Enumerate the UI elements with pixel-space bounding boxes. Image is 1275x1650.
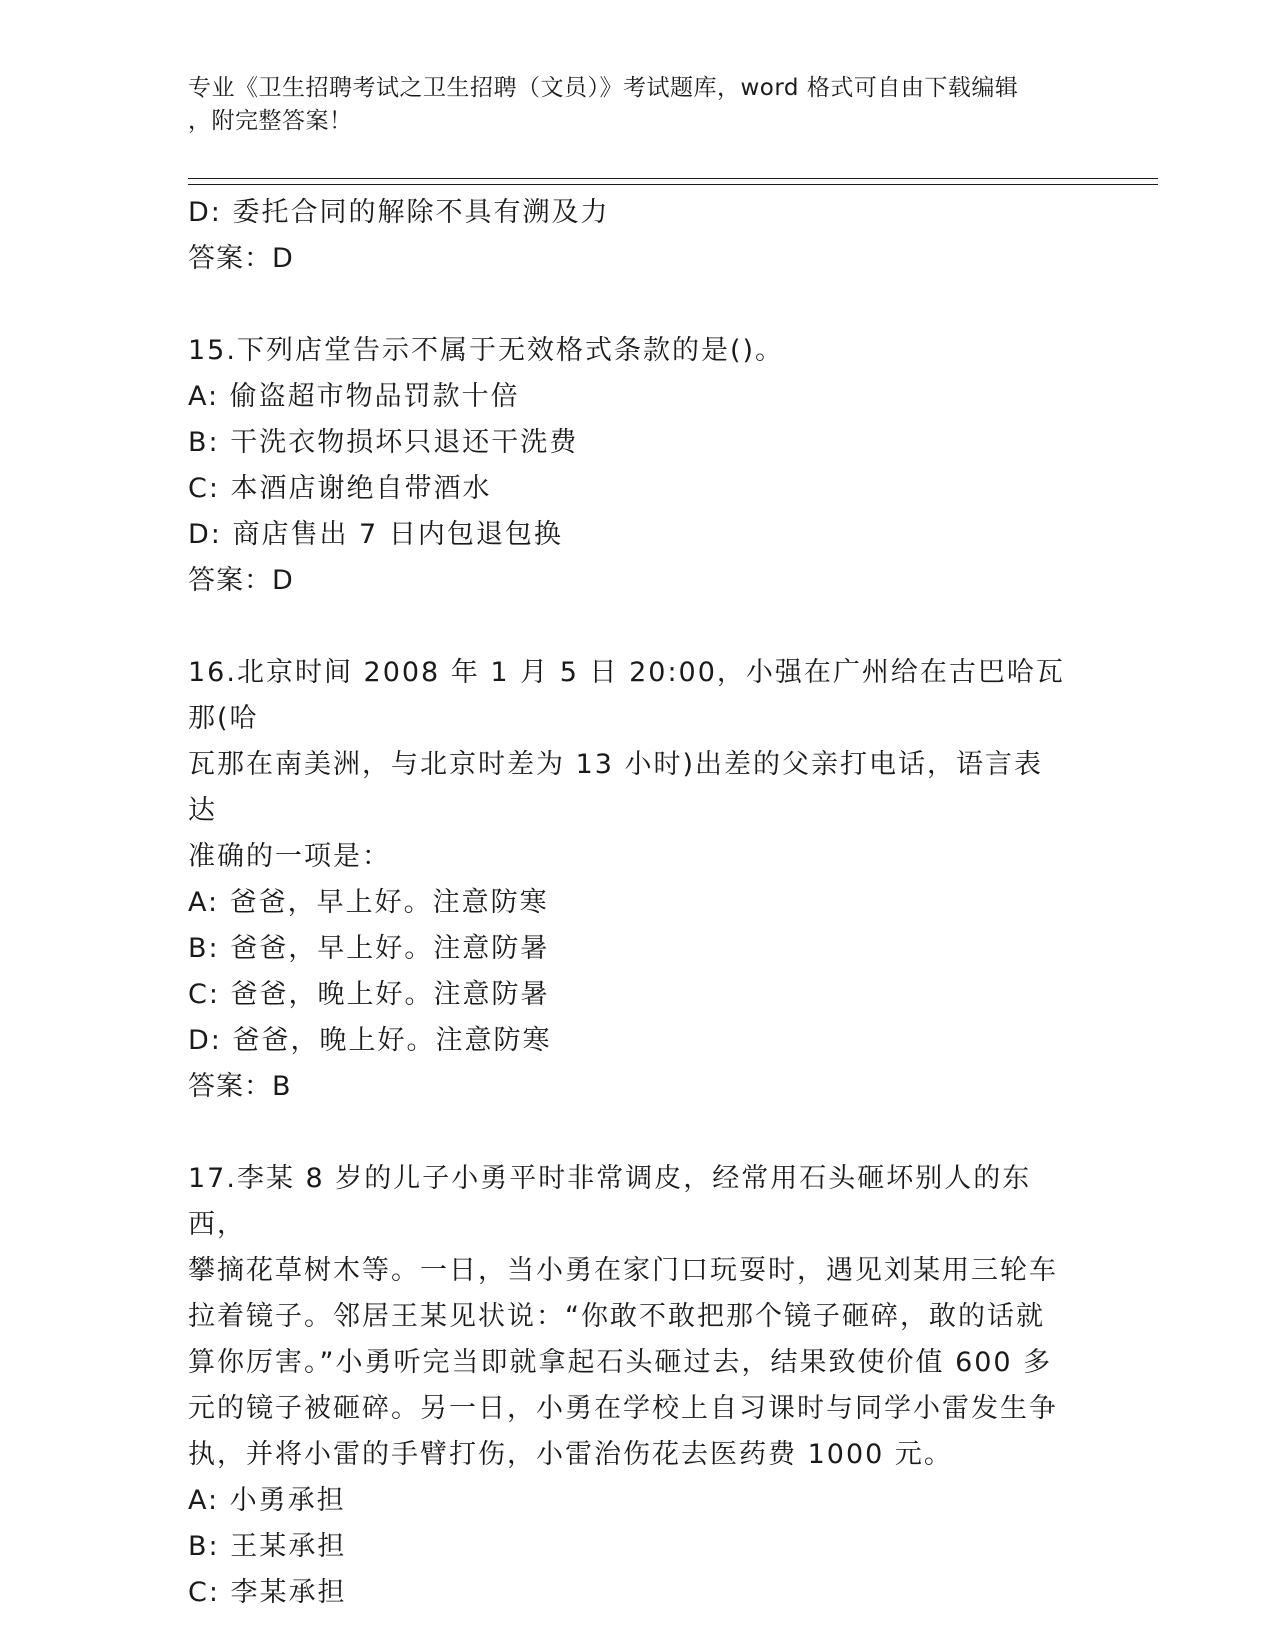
header-divider-bottom [188, 184, 1158, 185]
question-16-answer: 答案：B [188, 1071, 292, 1102]
question-16-option-c: C: 爸爸，晚上好。注意防暑 [188, 979, 550, 1010]
question-16-option-a: A: 爸爸，早上好。注意防寒 [188, 887, 549, 918]
header-text: 专业《卫生招聘考试之卫生招聘（文员）》考试题库，word 格式可自由下载编辑 ，附完整答案！ [188, 75, 1019, 134]
question-16-option-d: D: 爸爸，晚上好。注意防寒 [188, 1025, 552, 1056]
question-15-option-c: C: 本酒店谢绝自带酒水 [188, 473, 492, 504]
spacer [188, 1110, 1068, 1156]
question-15-stem: 15.下列店堂告示不属于无效格式条款的是()。 [188, 335, 785, 366]
question-17-option-a: A: 小勇承担 [188, 1485, 346, 1516]
question-list [188, 190, 1068, 1616]
question-17-stem: 17.李某 8 岁的儿子小勇平时非常调皮，经常用石头砸坏别人的东西， 攀摘花草树木等。一日，当小勇在家门口玩耍时，遇见刘某用三轮车 拉着镜子。邻居王某见状说：“你敢不敢把那个镜子砸碎，敢的话就 算你厉害。”小勇听完当即就拿起石头砸过去，结果致使价值 600 多 元的镜子被砸碎。另一日，小勇在学校上自习课时与同学小雷发生争 执，并将小雷的手臂打伤，小雷治伤花去医药费 1000 元。 [188, 1163, 1058, 1470]
page-header [188, 72, 1068, 138]
answer-line: 答案：D [188, 243, 294, 274]
question-15-option-d: D: 商店售出 7 日内包退包换 [188, 519, 563, 550]
question-15-option-b: B: 干洗衣物损坏只退还干洗费 [188, 427, 579, 458]
question-15-option-a: A: 偷盗超市物品罚款十倍 [188, 381, 520, 412]
spacer [188, 604, 1068, 650]
question-17-option-c: C: 李某承担 [188, 1577, 347, 1608]
spacer [188, 282, 1068, 328]
question-16-stem: 16.北京时间 2008 年 1 月 5 日 20:00，小强在广州给在古巴哈瓦那(哈 瓦那在南美洲，与北京时差为 13 小时)出差的父亲打电话，语言表达 准确的一项是： [188, 657, 1065, 872]
question-16-option-b: B: 爸爸，早上好。注意防暑 [188, 933, 550, 964]
header-divider-top [188, 178, 1158, 179]
question-17-option-b: B: 王某承担 [188, 1531, 347, 1562]
option-d: D: 委托合同的解除不具有溯及力 [188, 197, 610, 228]
question-15-answer: 答案：D [188, 565, 294, 596]
